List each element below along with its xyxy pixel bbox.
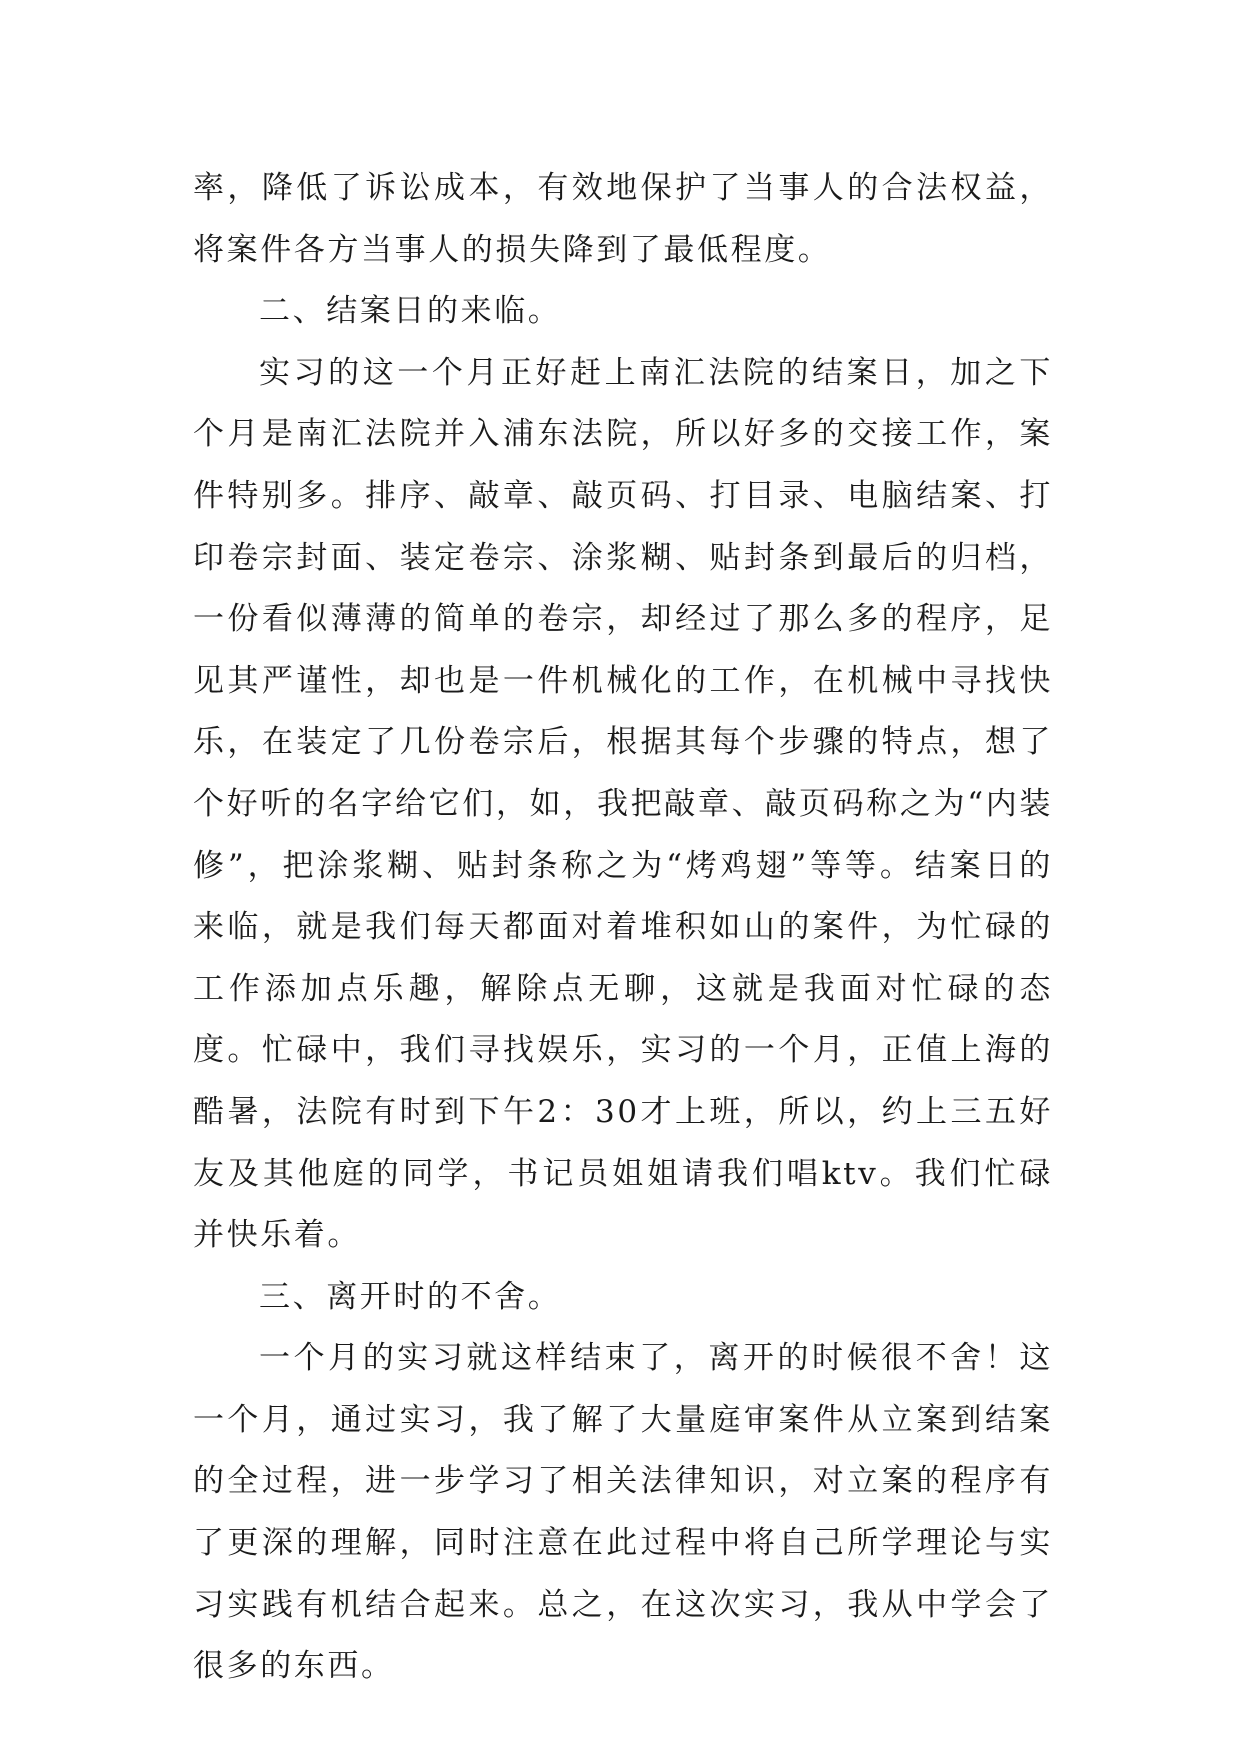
paragraph-continuation: 率，降低了诉讼成本，有效地保护了当事人的合法权益，将案件各方当事人的损失降到了最低程度。 bbox=[193, 170, 1053, 268]
section-heading-reluctance-to-leave: 三、离开时的不舍。 bbox=[259, 1278, 562, 1315]
document-body bbox=[193, 158, 1053, 1698]
paragraph-reluctance-to-leave: 一个月的实习就这样结束了，离开的时候很不舍！这一个月，通过实习，我了解了大量庭审案件从立案到结案的全过程，进一步学习了相关法律知识，对立案的程序有了更深的理解，同时注意在此过程中将自己所学理论与实习实践有机结合起来。总之，在这次实习，我从中学会了很多的东西。 bbox=[193, 1340, 1053, 1685]
paragraph-case-closing-day: 实习的这一个月正好赶上南汇法院的结案日，加之下个月是南汇法院并入浦东法院，所以好多的交接工作，案件特别多。排序、敲章、敲页码、打目录、电脑结案、打印卷宗封面、装定卷宗、涂浆糊、贴封条到最后的归档，一份看似薄薄的简单的卷宗，却经过了那么多的程序，足见其严谨性，却也是一件机械化的工作，在机械中寻找快乐，在装定了几份卷宗后，根据其每个步骤的特点，想了个好听的名字给它们，如，我把敲章、敲页码称之为“内装修”，把涂浆糊、贴封条称之为“烤鸡翅”等等。结案日的来临，就是我们每天都面对着堆积如山的案件，为忙碌的工作添加点乐趣，解除点无聊，这就是我面对忙碌的态度。忙碌中，我们寻找娱乐，实习的一个月，正值上海的酷暑，法院有时到下午2：30才上班，所以，约上三五好友及其他庭的同学，书记员姐姐请我们唱ktv。我们忙碌并快乐着。 bbox=[193, 354, 1053, 1254]
section-heading-case-closing-day: 二、结案日的来临。 bbox=[259, 293, 562, 330]
